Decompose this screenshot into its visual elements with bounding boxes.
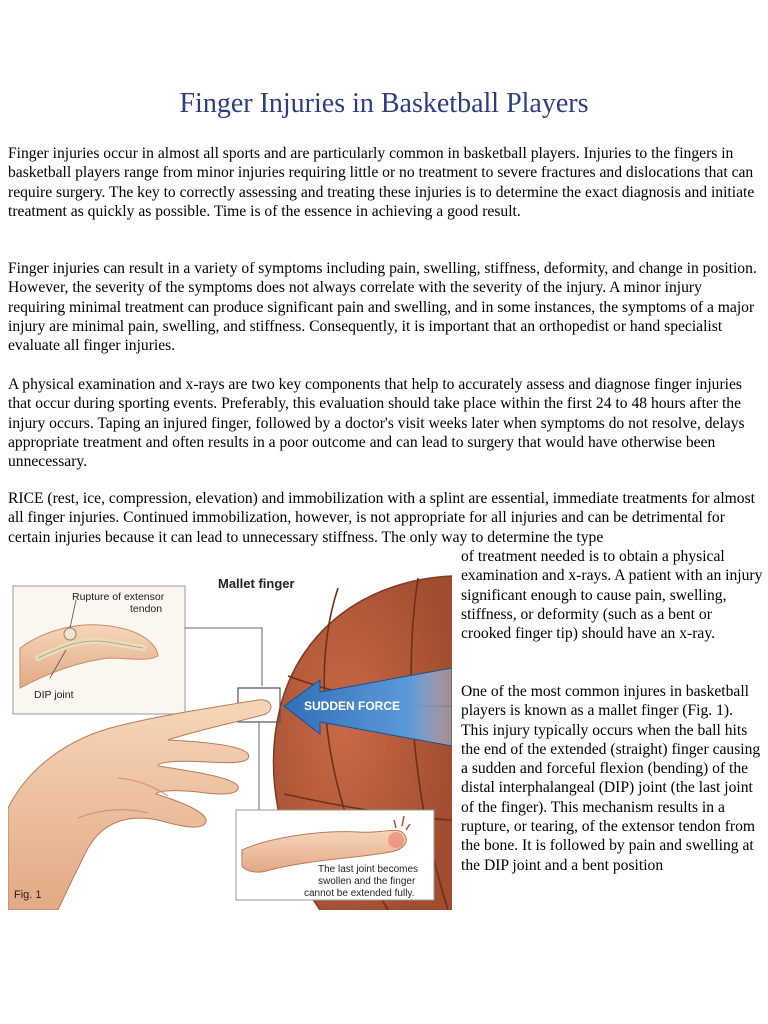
caption-line-3: cannot be extended fully. [304,888,415,899]
inset-connector-line [185,628,262,686]
inset-label-tendon: tendon [130,603,163,615]
caption-line-1: The last joint becomes [318,864,419,875]
paragraph-rice: RICE (rest, ice, compression, elevation) and immobilization with a splint are essential, immediate treatments for almost all finger injuries. Continued immobilization, however, is not appropriate for all injuries and can be detrimental for certain injuries because it can lead to unnecessary stiffness. The only way to determine the type [8,490,755,546]
swollen-joint-inset [236,810,434,900]
paragraph-symptoms: Finger injuries can result in a variety of symptoms including pain, swelling, stiffness, deformity, and change in position. However, the severity of the symptoms does not always correlate with the severity of the injury. A minor injury requiring minimal treatment can produce significant pain and swelling, and in some instances, the symptoms of a major injury are minimal pain, swelling, and stiffness. Consequently, it is important that an orthopedist or hand specialist evaluate all finger injuries. [8,260,757,355]
inset-label-dip-joint: DIP joint [34,689,74,701]
paragraph-examination: A physical examination and x-rays are two key components that help to accurately assess and diagnose finger injuries that occur during sporting events. Preferably, this evaluation should take place within the first 24 to 48 hours after the injury occurs. Taping an injured finger, followed by a doctor's visit weeks later when symptoms do not resolve, delays appropriate treatment and often results in a poor outcome and can lead to surgery that would have otherwise been unnecessary. [8,376,745,471]
figure-label: Fig. 1 [14,889,42,901]
paragraph-treatment-continued: of treatment needed is to obtain a physical examination and x-rays. A patient with an injury significant enough to cause pain, swelling, stiffness, or deformity (such as a bent or crooked finger tip) should have an x-ray. [461,548,763,643]
inset-label-rupture: Rupture of extensor [72,591,165,603]
mallet-finger-figure [8,558,452,910]
hand-illustration [8,700,271,910]
paragraph-mallet-finger: One of the most common injures in basketball players is known as a mallet finger (Fig. 1). This injury typically occurs when the ball hits the end of the extended (straight) finger causing a sudden and forceful flexion (bending) of the distal interphalangeal (DIP) joint (the last joint of the finger). This mechanism results in a rupture, or tearing, of the extensor tendon from the bone. It is followed by pain and swelling at the DIP joint and a bent position [461,683,761,874]
caption-line-2: swollen and the finger [318,876,416,887]
sudden-force-label: SUDDEN FORCE [304,699,401,713]
figure-heading: Mallet finger [218,576,295,591]
page-title: Finger Injuries in Basketball Players [179,88,589,119]
paragraph-intro: Finger injuries occur in almost all sports and are particularly common in basketball players. Injuries to the fingers in basketball players range from minor injuries requiring little or no treatment to severe fractures and dislocations that can require surgery. The key to correctly assessing and treating these injuries is to determine the exact diagnosis and initiate treatment as quickly as possible. Time is of the essence in achieving a good result. [8,145,755,220]
tendon-inset [13,586,185,714]
